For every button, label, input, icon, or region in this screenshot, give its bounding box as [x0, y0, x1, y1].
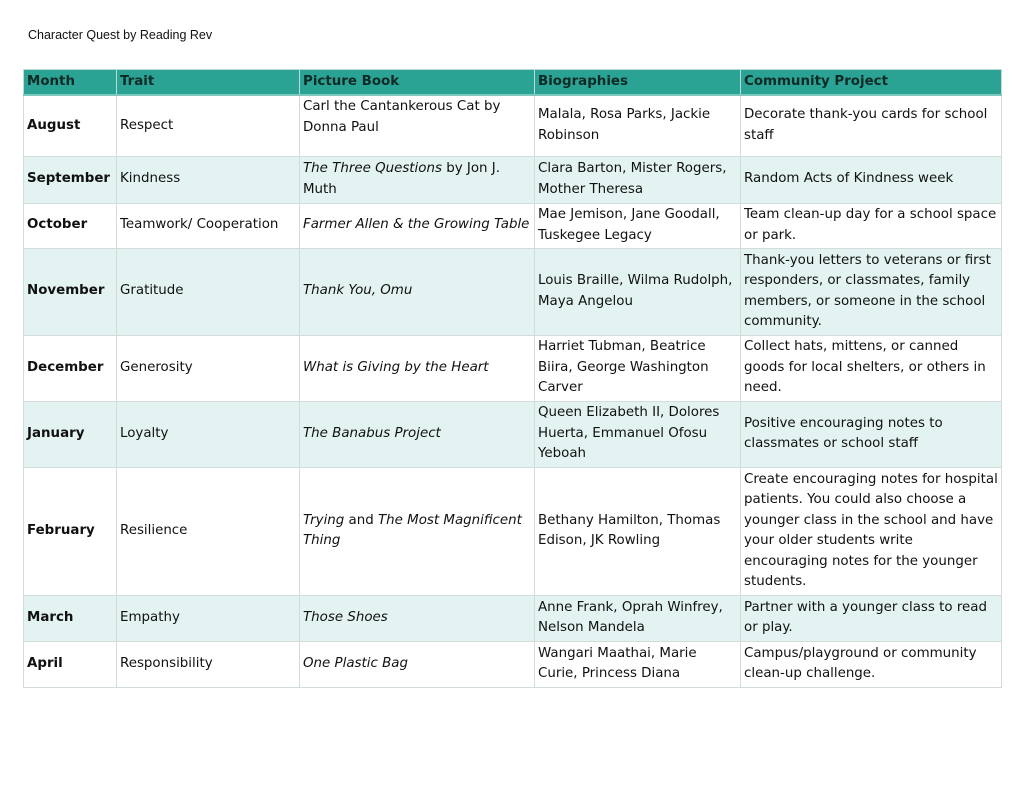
header-community-project: Community Project — [741, 70, 1002, 96]
community-project-cell: Positive encouraging notes to classmates or school staff — [741, 401, 1002, 467]
picture-book-cell — [300, 95, 535, 156]
book-title: The Most Magnificent Thing — [303, 512, 522, 548]
trait-cell: Empathy — [117, 595, 300, 641]
community-project-cell: Partner with a younger class to read or play. — [741, 595, 1002, 641]
book-conjunction: and — [344, 512, 378, 528]
header-biographies: Biographies — [535, 70, 741, 96]
table-row — [24, 95, 1002, 156]
trait-cell: Responsibility — [117, 641, 300, 687]
biographies-cell: Queen Elizabeth II, Dolores Huerta, Emmanuel Ofosu Yeboah — [535, 401, 741, 467]
biographies-cell: Louis Braille, Wilma Rudolph, Maya Angelou — [535, 248, 741, 335]
book-title: Trying — [303, 512, 345, 528]
month-cell: September — [24, 156, 117, 203]
character-quest-table — [23, 69, 1002, 688]
table-row — [24, 595, 1002, 641]
community-project-cell: Decorate thank-you cards for school staff — [741, 95, 1002, 156]
table-row — [24, 641, 1002, 687]
biographies-cell: Mae Jemison, Jane Goodall, Tuskegee Legacy — [535, 203, 741, 248]
picture-book-cell — [300, 467, 535, 595]
picture-book-cell — [300, 595, 535, 641]
trait-cell: Resilience — [117, 467, 300, 595]
trait-cell: Kindness — [117, 156, 300, 203]
book-title: The Banabus Project — [303, 425, 441, 441]
book-title: Those Shoes — [303, 609, 388, 625]
book-title: One Plastic Bag — [303, 655, 408, 671]
biographies-cell: Bethany Hamilton, Thomas Edison, JK Rowling — [535, 467, 741, 595]
month-cell: April — [24, 641, 117, 687]
picture-book-cell — [300, 248, 535, 335]
book-title: The Three Questions — [303, 161, 442, 176]
table-row — [24, 401, 1002, 467]
biographies-cell: Clara Barton, Mister Rogers, Mother Theresa — [535, 156, 741, 203]
table-header-row — [24, 70, 1002, 96]
biographies-cell: Anne Frank, Oprah Winfrey, Nelson Mandela — [535, 595, 741, 641]
book-title: Thank You, Omu — [303, 283, 413, 299]
month-cell: August — [24, 95, 117, 156]
table-row — [24, 467, 1002, 595]
table-row — [24, 335, 1002, 401]
trait-cell: Loyalty — [117, 401, 300, 467]
month-cell: October — [24, 203, 117, 248]
month-cell: January — [24, 401, 117, 467]
trait-cell: Respect — [117, 95, 300, 156]
community-project-cell: Collect hats, mittens, or canned goods for local shelters, or others in need. — [741, 335, 1002, 401]
trait-cell: Generosity — [117, 335, 300, 401]
table-row — [24, 156, 1002, 203]
trait-cell: Gratitude — [117, 248, 300, 335]
biographies-cell: Harriet Tubman, Beatrice Biira, George Washington Carver — [535, 335, 741, 401]
community-project-cell: Thank-you letters to veterans or first responders, or classmates, family members, or someone in the school community. — [741, 248, 1002, 335]
biographies-cell: Malala, Rosa Parks, Jackie Robinson — [535, 95, 741, 156]
community-project-cell: Random Acts of Kindness week — [741, 156, 1002, 203]
header-trait: Trait — [117, 70, 300, 96]
month-cell: March — [24, 595, 117, 641]
picture-book-cell — [300, 156, 535, 203]
picture-book-cell — [300, 401, 535, 467]
header-picture-book: Picture Book — [300, 70, 535, 96]
community-project-cell: Create encouraging notes for hospital patients. You could also choose a younger class in the school and have your older students write encouraging notes for the younger students. — [741, 467, 1002, 595]
table-row — [24, 248, 1002, 335]
month-cell: November — [24, 248, 117, 335]
community-project-cell: Team clean-up day for a school space or park. — [741, 203, 1002, 248]
biographies-cell: Wangari Maathai, Marie Curie, Princess Diana — [535, 641, 741, 687]
document-title: Character Quest by Reading Rev — [28, 28, 213, 42]
table-row — [24, 203, 1002, 248]
month-cell: February — [24, 467, 117, 595]
picture-book-cell — [300, 203, 535, 248]
header-month: Month — [24, 70, 117, 96]
book-title: Farmer Allen & the Growing Table — [303, 217, 530, 233]
picture-book-cell — [300, 641, 535, 687]
trait-cell: Teamwork/ Cooperation — [117, 203, 300, 248]
book-title: What is Giving by the Heart — [303, 359, 489, 375]
book-author: by Jon J. Muth — [303, 161, 500, 197]
book-title: Carl the Cantankerous Cat by Donna Paul — [303, 99, 501, 135]
month-cell: December — [24, 335, 117, 401]
picture-book-cell — [300, 335, 535, 401]
community-project-cell: Campus/playground or community clean-up challenge. — [741, 641, 1002, 687]
